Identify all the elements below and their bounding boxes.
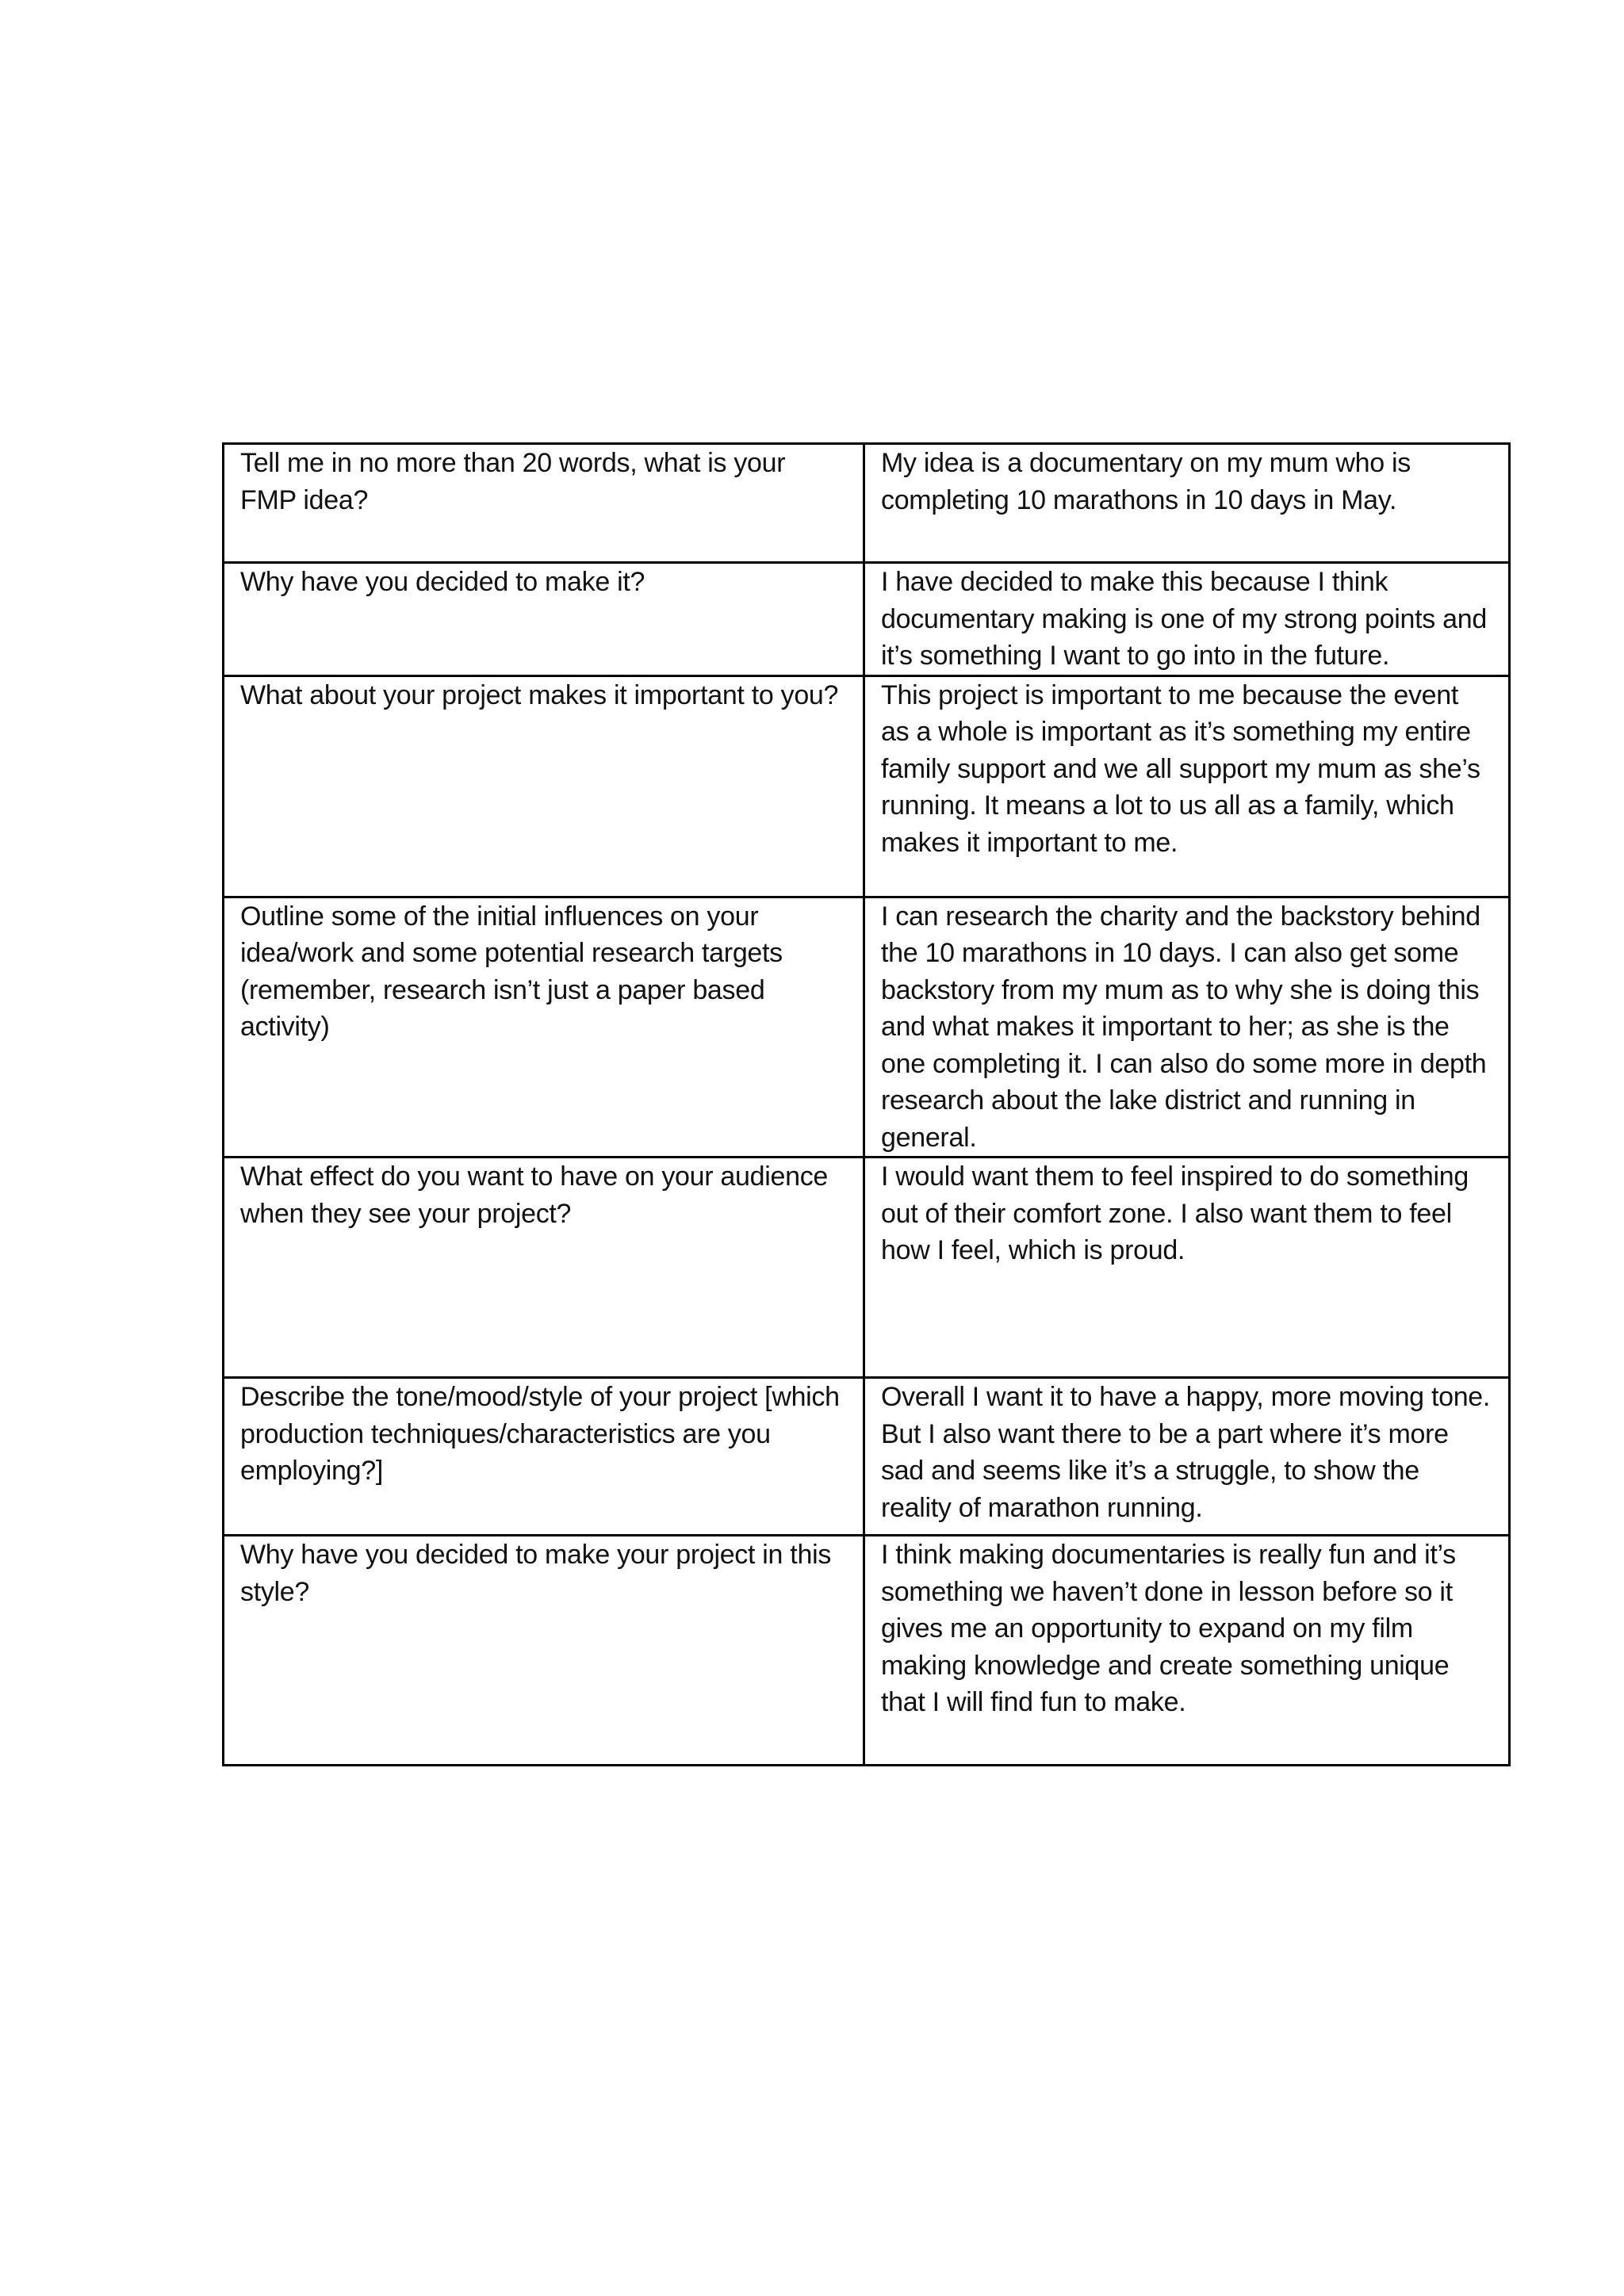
question-cell [224, 1158, 864, 1378]
answer-cell [864, 563, 1510, 676]
question-text: Describe the tone/mood/style of your project [which production techniques/characteristics are you employing?] [240, 1382, 840, 1486]
answer-text: I have decided to make this because I think documentary making is one of my strong points and it’s something I want to go into in the future. [881, 567, 1487, 671]
table-row [224, 897, 1510, 1158]
answer-cell [864, 1378, 1510, 1536]
table-row [224, 675, 1510, 897]
question-text: Why have you decided to make it? [240, 567, 645, 597]
question-cell [224, 444, 864, 563]
question-text: Outline some of the initial influences on your idea/work and some potential research targets (remember, research isn’t just a paper based activity) [240, 901, 783, 1042]
answer-text: I would want them to feel inspired to do something out of their comfort zone. I also want them to feel how I feel, which is proud. [881, 1161, 1469, 1265]
answer-cell [864, 675, 1510, 897]
question-text: What effect do you want to have on your audience when they see your project? [240, 1161, 829, 1229]
answer-cell [864, 1536, 1510, 1766]
table-row [224, 1158, 1510, 1378]
question-cell [224, 1536, 864, 1766]
answer-text: My idea is a documentary on my mum who is completing 10 marathons in 10 days in May. [881, 448, 1411, 515]
question-cell [224, 563, 864, 676]
question-cell [224, 675, 864, 897]
table-row [224, 444, 1510, 563]
question-cell [224, 1378, 864, 1536]
answer-text: I think making documentaries is really fun and it’s something we haven’t done in lesson before so it gives me an opportunity to expand on my film making knowledge and create something unique that I will find fun to make. [881, 1540, 1456, 1717]
table-row [224, 563, 1510, 676]
question-text: Why have you decided to make your project in this style? [240, 1540, 832, 1607]
answer-text: I can research the charity and the backstory behind the 10 marathons in 10 days. I can also get some backstory from my mum as to why she is doing this and what makes it important to her; as she is the one completing it. I can also do some more in depth research about the lake district and running in general. [881, 901, 1487, 1153]
question-text: Tell me in no more than 20 words, what is your FMP idea? [240, 448, 786, 515]
table-row [224, 1536, 1510, 1766]
question-cell [224, 897, 864, 1158]
table-row [224, 1378, 1510, 1536]
answer-cell [864, 1158, 1510, 1378]
answer-cell [864, 444, 1510, 563]
question-text: What about your project makes it important to you? [240, 679, 839, 710]
answer-text: Overall I want it to have a happy, more moving tone. But I also want there to be a part where it’s more sad and seems like it’s a struggle, to show the reality of marathon running. [881, 1382, 1491, 1523]
answer-text: This project is important to me because the event as a whole is important as it’s something my entire family support and we all support my mum as she’s running. It means a lot to us all as a family, which makes it important to me. [881, 679, 1480, 858]
answer-cell [864, 897, 1510, 1158]
fmp-questionnaire-table [222, 442, 1511, 1766]
